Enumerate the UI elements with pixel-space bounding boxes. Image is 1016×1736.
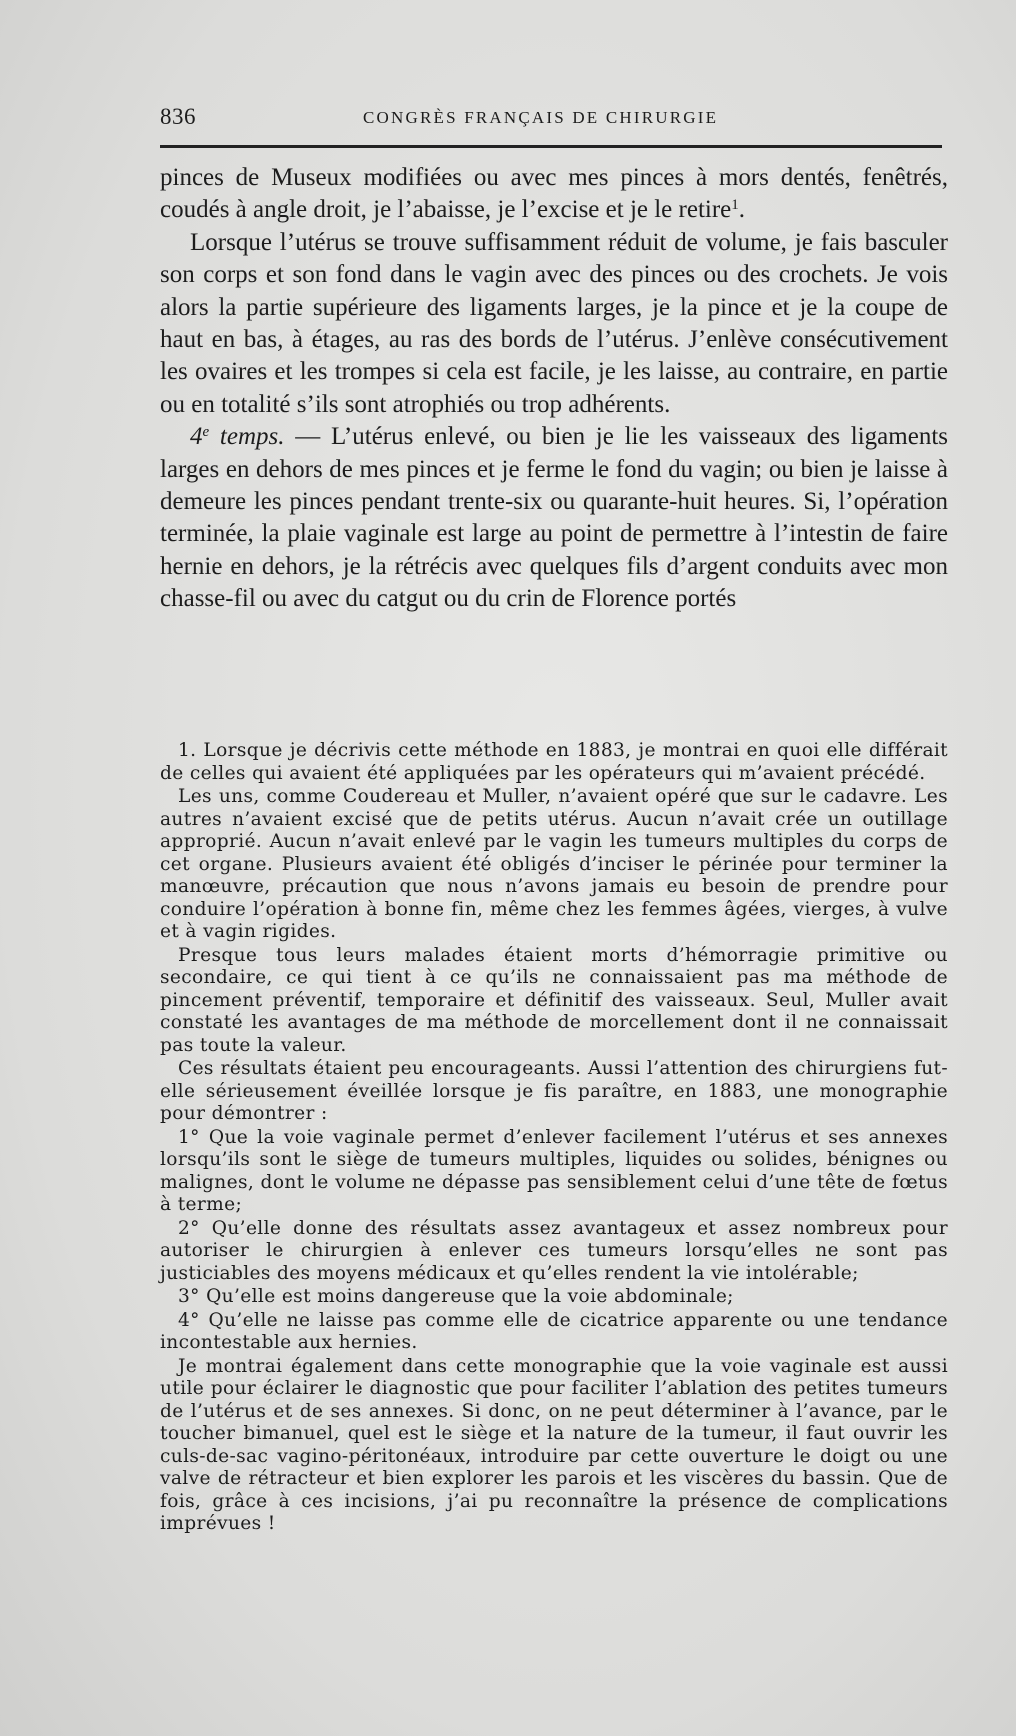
footnote-reference: 1 xyxy=(731,197,739,214)
footnote-list-item-2: 2° Qu’elle donne des résultats assez avantageux et assez nombreux pour autoriser le chirurgien à enlever ces tumeurs lorsqu’elles ne sont pas justiciables des moyens médicaux et qu’elles rendent la vie intolérable; xyxy=(160,1217,948,1284)
footnotes xyxy=(160,740,948,1536)
body-paragraph-1-text: pinces de Museux modifiées ou avec mes pinces à mors dentés, fenêtrés, coudés à angle droit, je l’abaisse, je l’excise et je le retire xyxy=(160,164,948,224)
step-number: 4 xyxy=(190,423,203,451)
main-text xyxy=(160,162,948,616)
page-header xyxy=(160,104,942,144)
body-paragraph-1-end: . xyxy=(738,196,746,224)
body-paragraph-3 xyxy=(160,421,948,615)
footnote-paragraph-2: Les uns, comme Coudereau et Muller, n’avaient opéré que sur le cadavre. Les autres n’avaient excisé que de petits utérus. Aucun n’avait crée un outillage approprié. Aucun n’avait enlevé par le vagin les tumeurs multiples du corps de cet organe. Plusieurs avaient été obligés d’inciser le périnée pour terminer la manœuvre, précaution que nous n’avons jamais eu besoin de prendre pour conduire l’opération à bonne fin, même chez les femmes âgées, vierges, à vulve et à vagin rigides. xyxy=(160,786,948,942)
step-label: temps. xyxy=(219,423,285,451)
footnote-paragraph-5: Je montrai également dans cette monographie que la voie vaginale est aussi utile pour éclairer le diagnostic que pour faciliter l’ablation des petites tumeurs de l’utérus et de ses annexes. Si donc, on ne peut déterminer à l’avance, par le toucher bimanuel, quel est le siège et la nature de la tumeur, il faut ouvrir les culs-de-sac vagino-péritonéaux, introduire par cette ouverture le doigt ou une valve de rétracteur et bien explorer les parois et les viscères du bassin. Que de fois, grâce à ces incisions, j’ai pu reconnaître la présence de complications imprévues ! xyxy=(160,1355,948,1534)
footnote-list-item-1: 1° Que la voie vaginale permet d’enlever facilement l’utérus et ses annexes lorsqu’ils sont le siège de tumeurs multiples, liquides ou solides, bénignes ou malignes, dont le volume ne dépasse pas sensiblement celui d’une tête de fœtus à terme; xyxy=(160,1126,948,1215)
body-paragraph-2: Lorsque l’utérus se trouve suffisamment réduit de volume, je fais basculer son corps et son fond dans le vagin avec des pinces ou des crochets. Je vois alors la partie supérieure des ligaments larges, je la pince et je la coupe de haut en bas, à étages, au ras des bords de l’utérus. J’enlève consécutivement les ovaires et les trompes si cela est facile, je les laisse, au contraire, en partie ou en totalité s’ils sont atrophiés ou trop adhérents. xyxy=(160,228,948,418)
footnote-paragraph-3: Presque tous leurs malades étaient morts d’hémorragie primitive ou secondaire, ce qui tient à ce qu’ils ne connaissaient pas ma méthode de pincement préventif, temporaire et définitif des vaisseaux. Seul, Muller avait constaté les avantages de ma méthode de morcellement dont il ne connaissait pas toute la valeur. xyxy=(160,944,948,1056)
page-number: 836 xyxy=(160,104,196,129)
body-paragraph-1 xyxy=(160,162,948,227)
step-ordinal: e xyxy=(202,424,210,440)
running-head: CONGRÈS FRANÇAIS DE CHIRURGIE xyxy=(363,108,719,127)
footnote-1: 1. Lorsque je décrivis cette méthode en 1883, je montrai en quoi elle différait de celles qui avaient été appliquées par les opérateurs qui m’avaient précédé. xyxy=(160,740,948,784)
footnote-paragraph-4: Ces résultats étaient peu encourageants. Aussi l’attention des chirurgiens fut-elle sérieusement éveillée lorsque je fis paraître, en 1883, une monographie pour démontrer : xyxy=(160,1058,948,1124)
body-paragraph-3-text: — L’utérus enlevé, ou bien je lie les vaisseaux des ligaments larges en dehors de mes pinces et je ferme le fond du vagin; ou bien je laisse à demeure les pinces pendant trente-six ou quarante-huit heures. Si, l’opération terminée, la plaie vaginale est large au point de permettre à l’intestin de faire hernie en dehors, je la rétrécis avec quelques fils d’argent conduits avec mon chasse-fil ou avec du catgut ou du crin de Florence portés xyxy=(160,423,948,613)
footnote-list-item-4: 4° Qu’elle ne laisse pas comme elle de cicatrice apparente ou une tendance incontestable aux hernies. xyxy=(160,1309,948,1353)
footnote-list-item-3: 3° Qu’elle est moins dangereuse que la voie abdominale; xyxy=(178,1286,734,1307)
header-rule xyxy=(160,145,942,148)
